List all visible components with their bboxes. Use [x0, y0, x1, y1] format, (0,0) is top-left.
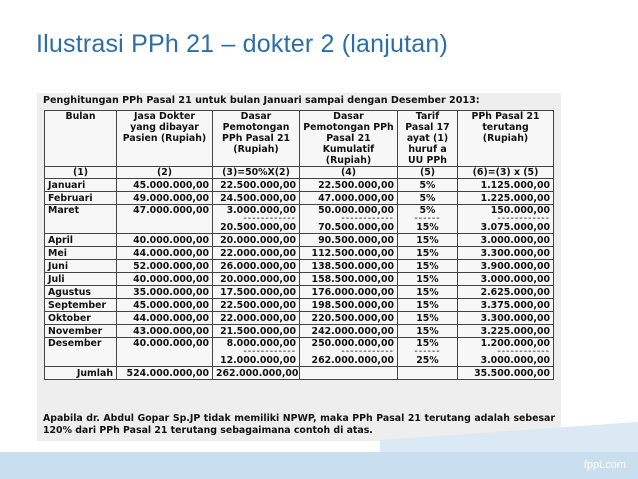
cell-pph: 3.225.000,00	[458, 325, 554, 338]
table-row	[45, 260, 554, 273]
pph-part-a: 1.200.000,00	[480, 338, 550, 349]
total-empty-cell	[398, 367, 458, 380]
col-number: (3)=50%X(2)	[213, 167, 300, 179]
cell-bulan: Februari	[45, 192, 117, 205]
kumulatif-part-b: 262.000.000,00	[311, 355, 394, 366]
kumulatif-part-a: 250.000.000,00	[311, 338, 394, 349]
separator-dashes: ------------	[497, 213, 550, 224]
cell-tarif: 15%	[398, 325, 458, 338]
cell-tarif: 15%	[398, 273, 458, 286]
header-kumulatif: Dasar Pemotongan PPh Pasal 21 Kumulatif (Rupiah)	[300, 111, 398, 167]
total-dasar: 262.000.000,00	[213, 367, 300, 380]
cell-kumulatif: 198.500.000,00	[300, 299, 398, 312]
cell-dasar: 26.000.000,00	[213, 260, 300, 273]
cell-dasar: 21.500.000,00	[213, 325, 300, 338]
pph-part-a: 150.000,00	[490, 205, 550, 216]
cell-jasa: 47.000.000,00	[117, 205, 213, 234]
header-tarif: Tarif Pasal 17 ayat (1) huruf a UU PPh	[398, 111, 458, 167]
cell-dasar: 20.000.000,00	[213, 234, 300, 247]
column-number-row	[45, 167, 554, 179]
dasar-part-a: 3.000.000,00	[226, 205, 296, 216]
footnote: Apabila dr. Abdul Gopar Sp.JP tidak memiliki NPWP, maka PPh Pasal 21 terutang adalah sebesar 120% dari PPh Pasal 21 terutang sebagaimana contoh di atas.	[43, 413, 555, 436]
table-row	[45, 247, 554, 260]
separator-dashes: ------------	[243, 346, 296, 357]
cell-jasa: 44.000.000,00	[117, 312, 213, 325]
cell-pph: 2.625.000,00	[458, 286, 554, 299]
table-row	[45, 338, 554, 367]
table-row	[45, 205, 554, 234]
table-row	[45, 273, 554, 286]
header-pph: PPh Pasal 21 terutang (Rupiah)	[458, 111, 554, 167]
kumulatif-part-a: 50.000.000,00	[318, 205, 394, 216]
cell-pph: 3.000.000,00	[458, 234, 554, 247]
cell-bulan: Oktober	[45, 312, 117, 325]
header-dasar: Dasar Pemotongan PPh Pasal 21 (Rupiah)	[213, 111, 300, 167]
cell-bulan: Juli	[45, 273, 117, 286]
separator-dashes: ------------	[243, 213, 296, 224]
cell-kumulatif: 90.500.000,00	[300, 234, 398, 247]
cell-tarif	[398, 338, 458, 367]
cell-dasar: 22.000.000,00	[213, 312, 300, 325]
cell-dasar: 20.000.000,00	[213, 273, 300, 286]
separator-dashes: ------------	[341, 213, 394, 224]
tarif-part-b: 15%	[416, 222, 439, 233]
cell-pph: 3.900.000,00	[458, 260, 554, 273]
separator-dashes: ------------	[341, 346, 394, 357]
tarif-part-b: 25%	[416, 355, 439, 366]
cell-bulan: Maret	[45, 205, 117, 234]
cell-pph: 3.300.000,00	[458, 312, 554, 325]
cell-kumulatif	[300, 205, 398, 234]
separator-dashes: ------------	[497, 346, 550, 357]
cell-kumulatif: 112.500.000,00	[300, 247, 398, 260]
cell-dasar: 22.000.000,00	[213, 247, 300, 260]
cell-dasar	[213, 338, 300, 367]
cell-jasa: 40.000.000,00	[117, 234, 213, 247]
table-row	[45, 312, 554, 325]
separator-dashes: ------	[414, 346, 441, 357]
total-empty-cell	[300, 367, 398, 380]
cell-jasa: 35.000.000,00	[117, 286, 213, 299]
cell-tarif: 5%	[398, 192, 458, 205]
cell-tarif: 15%	[398, 312, 458, 325]
cell-bulan: April	[45, 234, 117, 247]
cell-kumulatif: 22.500.000,00	[300, 179, 398, 192]
cell-tarif: 5%	[398, 179, 458, 192]
dasar-part-b: 12.000.000,00	[220, 355, 296, 366]
cell-dasar: 24.500.000,00	[213, 192, 300, 205]
cell-jasa: 44.000.000,00	[117, 247, 213, 260]
cell-tarif	[398, 205, 458, 234]
header-bulan: Bulan	[45, 111, 117, 167]
table-row	[45, 179, 554, 192]
dasar-part-a: 8.000.000,00	[226, 338, 296, 349]
cell-tarif: 15%	[398, 247, 458, 260]
header-jasa: Jasa Dokter yang dibayar Pasien (Rupiah)	[117, 111, 213, 167]
cell-jasa: 45.000.000,00	[117, 179, 213, 192]
cell-kumulatif	[300, 338, 398, 367]
header-row	[45, 111, 554, 167]
kumulatif-part-b: 70.500.000,00	[318, 222, 394, 233]
col-number: (2)	[117, 167, 213, 179]
table-row	[45, 286, 554, 299]
cell-bulan: Agustus	[45, 286, 117, 299]
table-caption: Penghitungan PPh Pasal 21 untuk bulan Januari sampai dengan Desember 2013:	[43, 95, 480, 106]
cell-pph	[458, 205, 554, 234]
table-row	[45, 234, 554, 247]
cell-jasa: 49.000.000,00	[117, 192, 213, 205]
cell-kumulatif: 158.500.000,00	[300, 273, 398, 286]
cell-kumulatif: 138.500.000,00	[300, 260, 398, 273]
table-row	[45, 192, 554, 205]
table-row	[45, 299, 554, 312]
cell-tarif: 15%	[398, 234, 458, 247]
pph-part-b: 3.000.000,00	[480, 355, 550, 366]
cell-jasa: 40.000.000,00	[117, 273, 213, 286]
dasar-part-b: 20.500.000,00	[220, 222, 296, 233]
brand-label: fppt.com	[583, 459, 626, 471]
cell-pph: 3.375.000,00	[458, 299, 554, 312]
cell-jasa: 52.000.000,00	[117, 260, 213, 273]
tax-calculation-panel	[37, 93, 561, 441]
separator-dashes: ------	[414, 213, 441, 224]
cell-bulan: November	[45, 325, 117, 338]
total-pph: 35.500.000,00	[458, 367, 554, 380]
cell-pph: 3.000.000,00	[458, 273, 554, 286]
slide-title: Ilustrasi PPh 21 – dokter 2 (lanjutan)	[36, 30, 448, 58]
cell-kumulatif: 220.500.000,00	[300, 312, 398, 325]
cell-bulan: Mei	[45, 247, 117, 260]
col-number: (4)	[300, 167, 398, 179]
tarif-part-a: 5%	[419, 205, 436, 216]
cell-tarif: 15%	[398, 260, 458, 273]
cell-kumulatif: 47.000.000,00	[300, 192, 398, 205]
cell-tarif: 15%	[398, 286, 458, 299]
cell-kumulatif: 242.000.000,00	[300, 325, 398, 338]
cell-dasar	[213, 205, 300, 234]
cell-tarif: 15%	[398, 299, 458, 312]
total-row	[45, 367, 554, 380]
col-number: (1)	[45, 167, 117, 179]
cell-pph: 1.225.000,00	[458, 192, 554, 205]
tarif-part-a: 15%	[416, 338, 439, 349]
table-row	[45, 325, 554, 338]
cell-pph	[458, 338, 554, 367]
col-number: (6)=(3) x (5)	[458, 167, 554, 179]
pph-part-b: 3.075.000,00	[480, 222, 550, 233]
total-jasa: 524.000.000,00	[117, 367, 213, 380]
cell-bulan: September	[45, 299, 117, 312]
cell-dasar: 22.500.000,00	[213, 179, 300, 192]
pph21-table	[44, 110, 554, 380]
cell-dasar: 22.500.000,00	[213, 299, 300, 312]
cell-pph: 3.300.000,00	[458, 247, 554, 260]
cell-bulan: Januari	[45, 179, 117, 192]
cell-dasar: 17.500.000,00	[213, 286, 300, 299]
cell-jasa: 40.000.000,00	[117, 338, 213, 367]
total-label: Jumlah	[45, 367, 117, 380]
cell-pph: 1.125.000,00	[458, 179, 554, 192]
cell-kumulatif: 176.000.000,00	[300, 286, 398, 299]
cell-bulan: Juni	[45, 260, 117, 273]
cell-bulan: Desember	[45, 338, 117, 367]
cell-jasa: 43.000.000,00	[117, 325, 213, 338]
cell-jasa: 45.000.000,00	[117, 299, 213, 312]
footer-band	[0, 452, 638, 479]
col-number: (5)	[398, 167, 458, 179]
